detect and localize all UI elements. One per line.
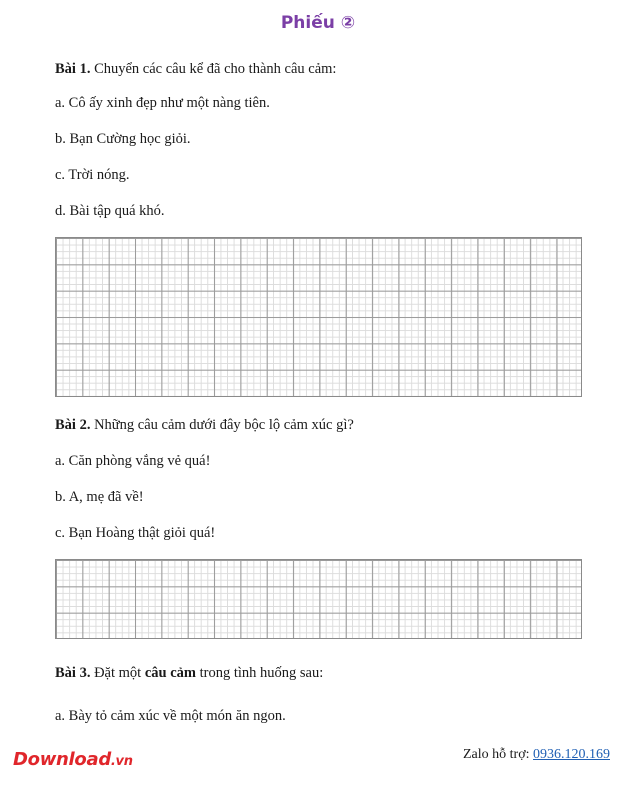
bai3-prompt-post: trong tình huống sau: [195,665,324,681]
support-phone-link[interactable]: 0936.120.169 [533,747,610,762]
bai1-answer-grid[interactable] [55,237,582,397]
worksheet-title: Phiếu ② [280,13,356,33]
bai1-item-b: b. Bạn Cường học giỏi. [55,131,191,147]
bai1-label: Bài 1. [55,61,91,77]
logo-main: Download [13,749,111,770]
bai1-heading [55,61,336,78]
bai3-prompt-bold: câu cảm [144,665,196,681]
logo-tld: .vn [110,754,133,769]
bai1-item-a: a. Cô ấy xinh đẹp như một nàng tiên. [55,95,270,111]
support-label: Zalo hỗ trợ: [463,747,533,762]
bai2-item-a: a. Căn phòng vắng vẻ quá! [55,453,211,469]
bai3-label: Bài 3. [55,665,91,681]
bai2-item-c: c. Bạn Hoàng thật giỏi quá! [55,525,216,541]
bai2-label: Bài 2. [55,417,91,433]
bai3-item-a: a. Bày tỏ cảm xúc về một món ăn ngon. [55,708,286,724]
bai1-prompt: Chuyển các câu kể đã cho thành câu cảm: [90,61,337,77]
zalo-support [463,747,610,763]
bai2-prompt: Những câu cảm dưới đây bộc lộ cảm xúc gì? [90,417,354,433]
bai1-item-d: d. Bài tập quá khó. [55,203,165,219]
bai3-heading [55,665,323,682]
bai2-answer-grid[interactable] [55,559,582,639]
bai1-item-c: c. Trời nóng. [55,167,130,183]
bai2-heading [55,417,354,434]
bai2-item-b: b. A, mẹ đã về! [55,489,144,505]
download-logo[interactable] [13,749,133,770]
bai3-prompt-pre: Đặt một [90,665,145,681]
